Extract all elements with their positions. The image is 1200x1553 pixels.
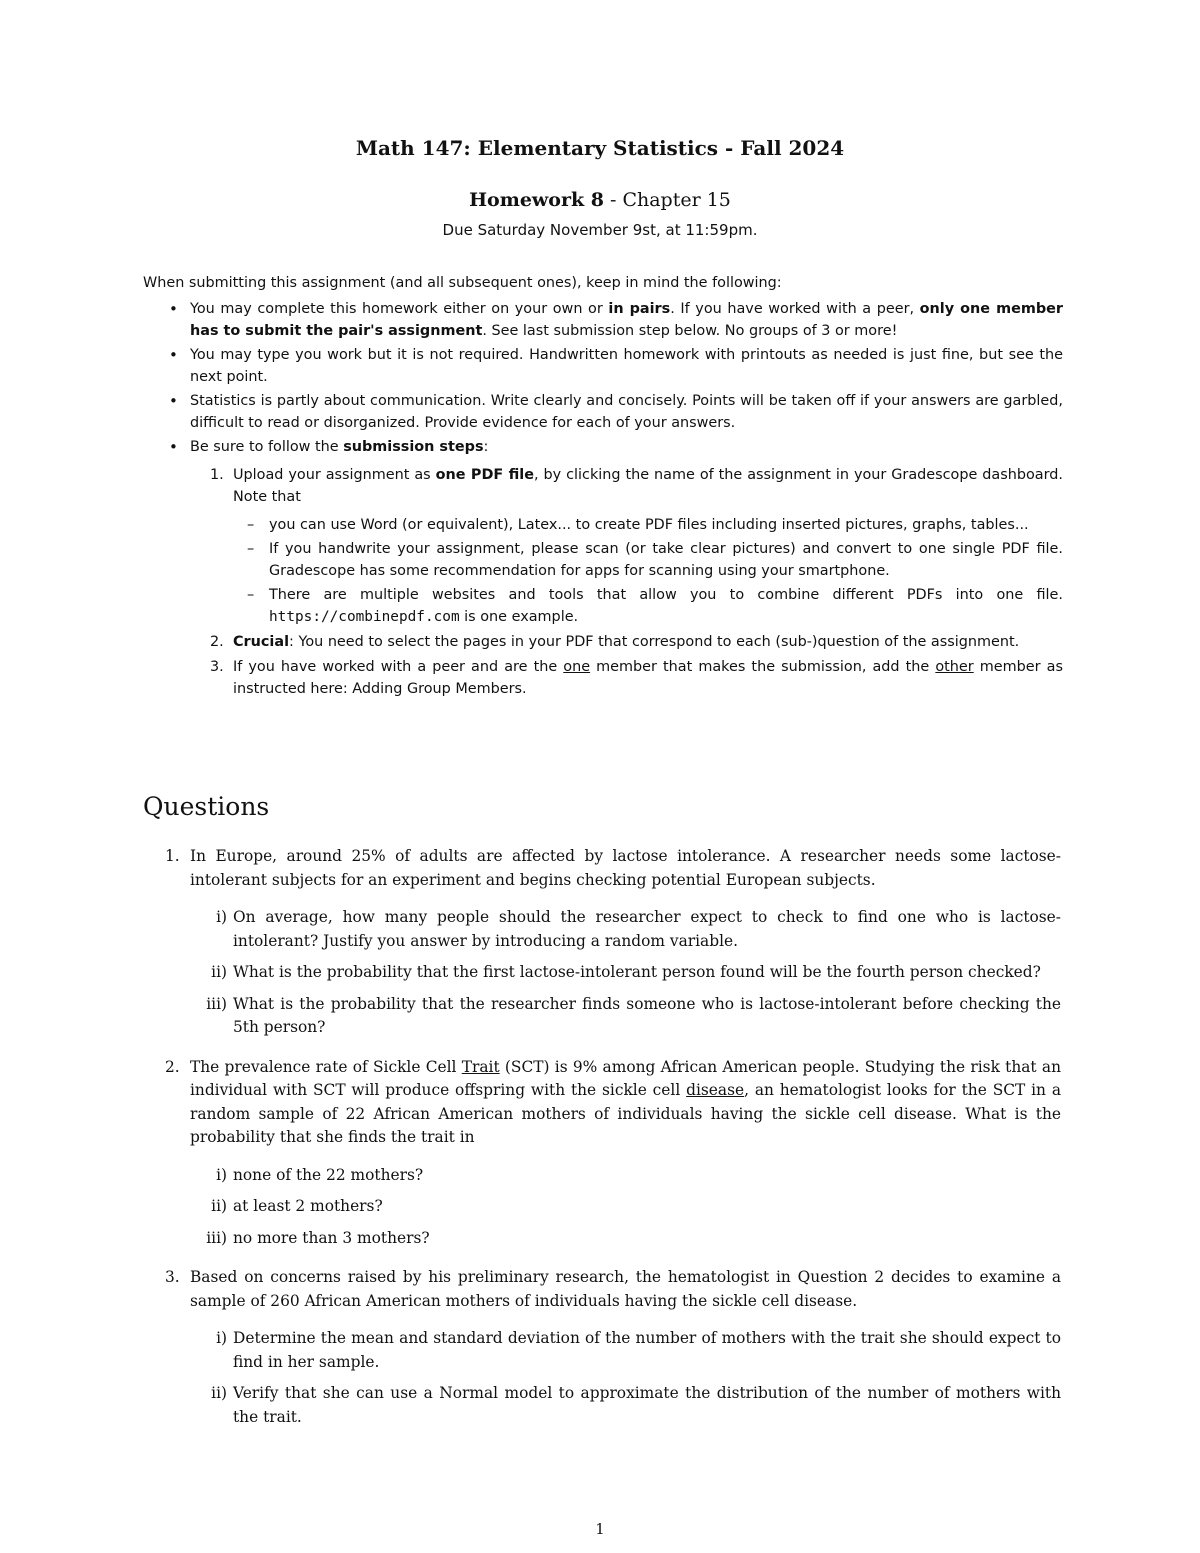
question-part [190,1327,1061,1374]
text: . See last submission step below. No groups of 3 or more! [482,323,898,339]
pdf-tips [233,514,1063,628]
text: . [522,681,527,697]
submission-step-3 [190,656,1063,700]
part-label: ii) [211,1197,227,1215]
submission-steps [190,464,1063,700]
text-underlined: one [563,659,591,675]
step-number: 2. [210,634,224,650]
instruction-communication: • Statistics is partly about communication. Write clearly and concisely. Points will be taken off if your answers are garbled, difficult to read or disorganized. Provide evidence for each of your answers. [143,390,1063,434]
text-underlined: other [935,659,974,675]
part-text: What is the probability that the researcher finds someone who is lactose-intolerant before checking the 5th person? [233,994,1061,1036]
submission-step-1 [190,464,1063,628]
text: : You need to select the pages in your PDF that correspond to each (sub-)question of the assignment. [289,634,1020,650]
question-text: In Europe, around 25% of adults are affected by lactose intolerance. A researcher needs some lactose-intolerant subjects for an experiment and begins checking potential European subjects. [190,847,1061,889]
part-label: i) [216,908,227,926]
instructions [143,272,1063,703]
part-text: On average, how many people should the researcher expect to check to find one who is lactose-intolerant? Justify you answer by introducing a random variable. [233,908,1061,950]
text-bold: only one member has to submit the pair's assignment [190,301,1063,339]
question-text: Based on concerns raised by his preliminary research, the hematologist in Question 2 decides to examine a sample of 260 African American mothers of individuals having the sickle cell disease. [190,1268,1061,1310]
text-underlined: disease [686,1081,745,1099]
question-part [190,993,1061,1040]
question-text: (SCT) is 9% among African American people. Studying the risk that an individual with SCT will produce offspring with the sickle cell [190,1057,1061,1099]
due-date: Due Saturday November 9st, at 11:59pm. [442,221,758,239]
question-part [190,1227,1061,1251]
text-bold: in pairs [608,301,671,317]
text-bold: one PDF file [435,467,534,483]
text: . If you have worked with a peer, [670,301,920,317]
step-number: 3. [210,659,224,675]
part-text: Verify that she can use a Normal model to approximate the distribution of the number of mothers with the trait. [233,1384,1061,1426]
text-underlined: Trait [461,1057,500,1076]
text-bold: Crucial [233,634,290,650]
tip-scan: – If you handwrite your assignment, please scan (or take clear pictures) and convert to one single PDF file. Gradescope has some recommendation for apps for scanning using your smartphone. [233,538,1063,582]
part-label: ii) [211,1384,227,1402]
question-number: 2. [165,1057,180,1076]
question-parts [190,906,1061,1040]
question-3 [143,1266,1061,1429]
text: Be sure to follow the [190,439,344,455]
text: is one example. [459,609,579,625]
question-1 [143,845,1061,1040]
instruction-typing: • You may type you work but it is not required. Handwritten homework with printouts as needed is just fine, but see the next point. [143,344,1063,388]
part-text: none of the 22 mothers? [233,1165,424,1184]
part-label: i) [216,1329,227,1347]
text: , by clicking the name of the assignment in your Gradescope dashboard. Note that [233,467,1063,505]
question-number: 1. [165,847,180,865]
instruction-submission [143,436,1063,700]
text: If you have worked with a peer and are the [233,659,564,675]
part-text: What is the probability that the first lactose-intolerant person found will be the fourth person checked? [233,963,1041,981]
homework-chapter: - Chapter 15 [603,189,731,211]
question-parts [190,1164,1061,1251]
text: member as instructed here: [233,659,1063,697]
submission-step-2 [190,631,1063,653]
text: You may complete this homework either on your own or [190,301,609,317]
question-2 [143,1056,1061,1251]
tip-combine [233,584,1063,628]
question-part [190,1164,1061,1188]
instructions-list [143,298,1063,700]
question-part [190,1195,1061,1219]
part-text: Determine the mean and standard deviation of the number of mothers with the trait she should expect to find in her sample. [233,1329,1061,1371]
question-text: The prevalence rate of Sickle Cell [190,1057,462,1076]
adding-group-members-link[interactable]: Adding Group Members [352,681,523,697]
question-part [190,961,1061,985]
questions-list [143,845,1061,1445]
combinepdf-link[interactable]: https://combinepdf.com [269,609,460,625]
part-label: ii) [211,963,227,981]
part-text: at least 2 mothers? [233,1197,383,1215]
questions-heading: Questions [143,792,270,821]
part-label: i) [216,1165,227,1184]
text: member that makes the submission, add the [590,659,936,675]
part-label: iii) [206,994,227,1013]
homework-heading [0,189,1200,211]
text: : [483,439,489,455]
question-number: 3. [165,1268,180,1286]
question-parts [190,1327,1061,1429]
part-text: no more than 3 mothers? [233,1228,430,1247]
text-bold: submission steps [343,439,484,455]
page-number: 1 [595,1520,605,1538]
text: There are multiple websites and tools that allow you to combine different PDFs into one file. [269,587,1063,603]
question-text: , an hematologist looks for the SCT in a random sample of 22 African American mothers of individuals having the sickle cell disease. What is the probability that she finds the trait in [190,1081,1061,1146]
course-title: Math 147: Elementary Statistics - Fall 2024 [355,136,845,160]
step-number: 1. [210,467,224,483]
text: Upload your assignment as [233,467,436,483]
homework-label: Homework 8 [469,189,604,211]
question-part [190,906,1061,953]
instructions-intro: When submitting this assignment (and all subsequent ones), keep in mind the following: [143,275,782,291]
tip-word-latex: – you can use Word (or equivalent), Latex... to create PDF files including inserted pictures, graphs, tables... [233,514,1063,536]
instruction-pairs [143,298,1063,342]
part-label: iii) [206,1228,227,1247]
question-part [190,1382,1061,1429]
